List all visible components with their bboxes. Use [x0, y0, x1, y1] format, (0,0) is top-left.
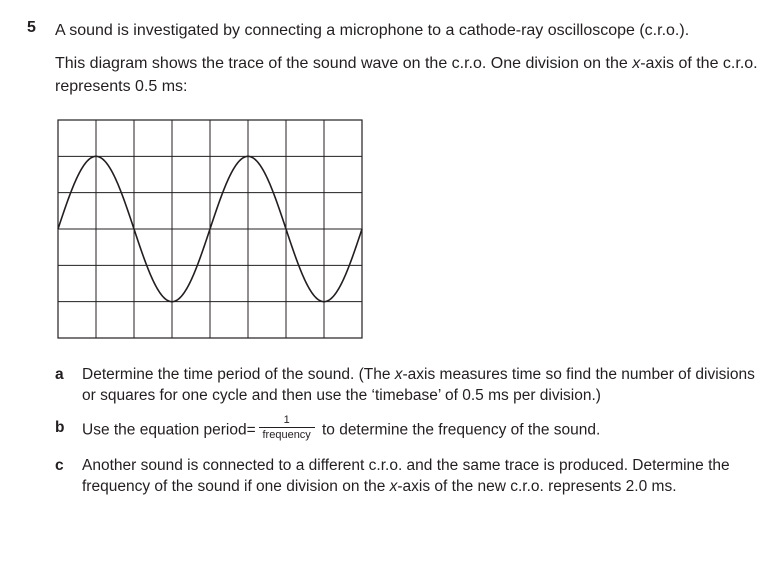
intro-line-2 — [55, 52, 765, 98]
part-c-text-pre: Another sound is connected to a different c.r.o. and the same trace is produced. Determine the frequency of the sound if one division on the — [82, 457, 730, 495]
intro-line-2-pre: This diagram shows the trace of the sound wave on the c.r.o. One division on the — [55, 55, 633, 72]
question-number: 5 — [27, 19, 36, 36]
fraction-numerator: 1 — [259, 414, 315, 428]
part-c-axis-symbol: x — [389, 478, 398, 495]
fraction-denominator: frequency — [262, 429, 311, 441]
part-b — [55, 414, 755, 444]
question-parts — [55, 364, 755, 508]
part-a — [55, 364, 755, 406]
part-c-label: c — [55, 457, 64, 474]
part-a-label: a — [55, 366, 64, 383]
part-a-text-post: -axis measures time so find the number of divisions or squares for one cycle and then use the ‘timebase’ of 0.5 ms per division.) — [82, 366, 755, 404]
intro-line-1: A sound is investigated by connecting a microphone to a cathode-ray oscilloscope (c.r.o.). — [55, 22, 690, 39]
period-fraction — [259, 414, 315, 441]
question-intro — [55, 19, 765, 108]
oscilloscope-trace-diagram — [57, 119, 363, 339]
intro-axis-symbol: x — [632, 55, 641, 72]
part-b-text-pre: Use the equation period= — [82, 421, 256, 439]
part-a-text-pre: Determine the time period of the sound. (The — [82, 366, 395, 383]
intro-line-2-post: -axis of the c.r.o. represents 0.5 ms: — [55, 55, 758, 95]
part-c — [55, 455, 755, 497]
part-c-text-post: -axis of the new c.r.o. represents 2.0 ms. — [397, 478, 677, 495]
part-b-text-post: to determine the frequency of the sound. — [317, 421, 601, 439]
part-a-axis-symbol: x — [394, 366, 403, 383]
part-b-label: b — [55, 419, 65, 436]
